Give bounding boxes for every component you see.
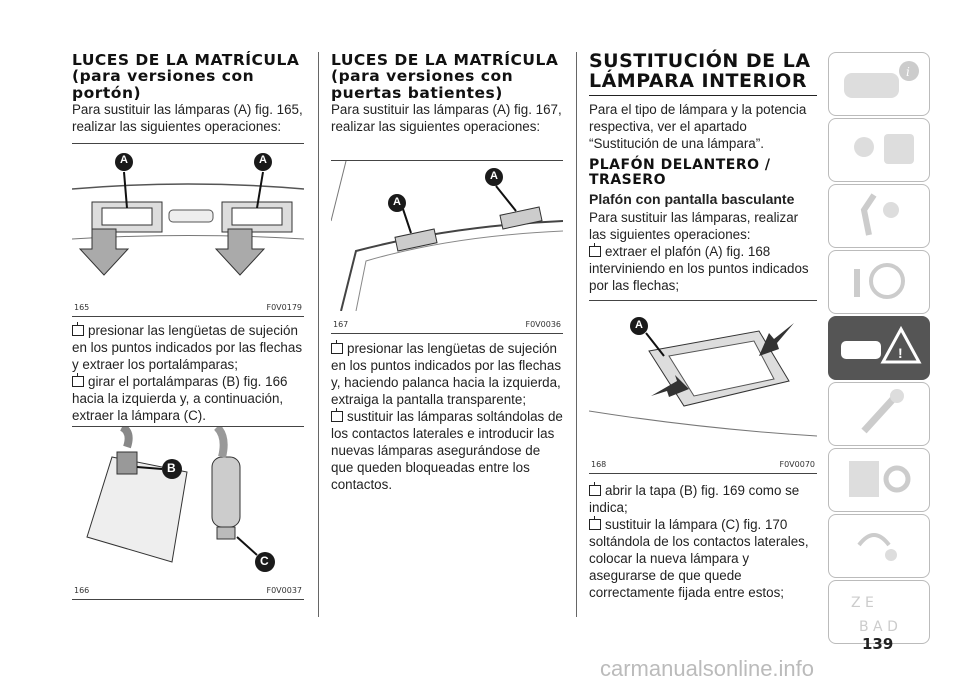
column-2 <box>331 52 563 135</box>
column-3-bullets <box>589 482 817 601</box>
license-plate-light-door-illustration <box>331 161 563 311</box>
figure-number: 166 <box>74 586 90 595</box>
bullet-text: sustituir las lámparas soltándolas de los contactos laterales e introducir las nuevas lámparas asegurándose de que queden bloqueadas entre los contactos. <box>331 409 563 492</box>
column-3 <box>589 52 817 294</box>
nav-tab-car-info[interactable] <box>828 52 930 116</box>
steering-key-icon <box>829 251 929 311</box>
nav-tab-car-breakdown[interactable] <box>828 316 930 380</box>
license-plate-lights-illustration <box>72 144 304 294</box>
specs-gear-icon <box>829 449 929 509</box>
svg-text:B A D: B A D <box>859 619 898 635</box>
intro-text: Para sustituir las lámparas (A) fig. 167, realizar las siguientes operaciones: <box>331 101 562 134</box>
figure-code: F0V0036 <box>525 320 561 329</box>
figure-number: 165 <box>74 303 90 312</box>
nav-tab-steering-key[interactable] <box>828 250 930 314</box>
bullet-text: girar el portalámparas (B) fig. 166 hacia la izquierda y, a continuación, extraer la lámpara (C). <box>72 374 288 423</box>
figure-code: F0V0037 <box>266 586 302 595</box>
figure-code: F0V0070 <box>779 460 815 469</box>
nav-tab-specs-gear[interactable] <box>828 448 930 512</box>
intro-text-2: Para sustituir las lámparas, realizar las siguientes operaciones: <box>589 210 799 243</box>
column-1-bullets <box>72 322 304 424</box>
column-1 <box>72 52 304 135</box>
callout-A-right: A <box>490 170 498 182</box>
bullet-icon <box>331 343 343 354</box>
column-divider <box>318 52 319 617</box>
nav-tab-service-wrench[interactable] <box>828 382 930 446</box>
svg-text:Z E: Z E <box>851 595 874 611</box>
figure-167 <box>331 160 563 334</box>
subsection-subtitle: Plafón con pantalla basculante <box>589 191 795 208</box>
service-wrench-icon <box>829 383 929 443</box>
nav-tab-warning-lights[interactable] <box>828 118 930 182</box>
callout-A-right: A <box>259 154 267 166</box>
bullet-icon <box>589 485 601 496</box>
svg-text:i: i <box>906 65 910 79</box>
intro-text: Para sustituir las lámparas (A) fig. 165, realizar las siguientes operaciones: <box>72 101 303 134</box>
bullet-icon <box>589 246 601 257</box>
figure-166 <box>72 426 304 600</box>
intro-text: Para el tipo de lámpara y la potencia respectiva, ver el apartado “Sustitución de una lámpara”. <box>589 101 807 151</box>
car-breakdown-icon <box>829 317 929 377</box>
section-title-porton: LUCES DE LA MATRÍCULA (para versiones con portón) <box>72 51 300 102</box>
car-info-icon <box>829 53 929 113</box>
figure-code: F0V0179 <box>266 303 302 312</box>
bullet-text: sustituir la lámpara (C) fig. 170 soltándola de los contactos laterales, colocar la nueva lámpara y asegurarse de que quede correctamente fijada entre estos; <box>589 517 809 600</box>
figure-number: 167 <box>333 320 349 329</box>
callout-A-left: A <box>120 154 128 166</box>
multimedia-icon <box>829 515 929 575</box>
section-title-puertas: LUCES DE LA MATRÍCULA (para versiones con puertas batientes) <box>331 51 559 102</box>
bullet-icon <box>331 411 343 422</box>
subsection-title: PLAFÓN DELANTERO / TRASERO <box>589 156 771 188</box>
lamp-holder-illustration <box>72 427 304 577</box>
figure-168 <box>589 300 817 474</box>
watermark-footer: carmanualsonline.info <box>600 656 815 681</box>
warning-lights-icon <box>829 119 929 179</box>
nav-tab-airbag-seat[interactable] <box>828 184 930 248</box>
figure-165 <box>72 143 304 317</box>
column-divider <box>576 52 577 617</box>
page-number: 139 <box>862 635 894 653</box>
callout-A-left: A <box>393 196 401 208</box>
callout-C: C <box>260 554 269 568</box>
callout-B: B <box>167 461 176 475</box>
bullet-icon <box>589 519 601 530</box>
index-abc-icon <box>829 581 929 641</box>
bullet-text: presionar las lengüetas de sujeción en los puntos indicados por las flechas y, haciendo palanca hacia la izquierda, extraiga la pantalla transparente; <box>331 341 562 407</box>
bullet-icon <box>72 376 84 387</box>
figure-number: 168 <box>591 460 607 469</box>
column-2-bullets <box>331 340 563 493</box>
callout-A: A <box>635 319 643 331</box>
section-title-interior: SUSTITUCIÓN DE LA LÁMPARA INTERIOR <box>589 52 817 96</box>
svg-text:!: ! <box>898 345 903 361</box>
bullet-text: abrir la tapa (B) fig. 169 como se indica; <box>589 483 800 515</box>
airbag-seat-icon <box>829 185 929 245</box>
bullet-text: presionar las lengüetas de sujeción en los puntos indicados por las flechas y extraer los portalámparas; <box>72 323 303 372</box>
bullet-text: extraer el plafón (A) fig. 168 interviniendo en los puntos indicados por las flechas; <box>589 244 809 294</box>
interior-lamp-illustration <box>589 301 817 451</box>
bullet-icon <box>72 325 84 336</box>
nav-tab-multimedia[interactable] <box>828 514 930 578</box>
